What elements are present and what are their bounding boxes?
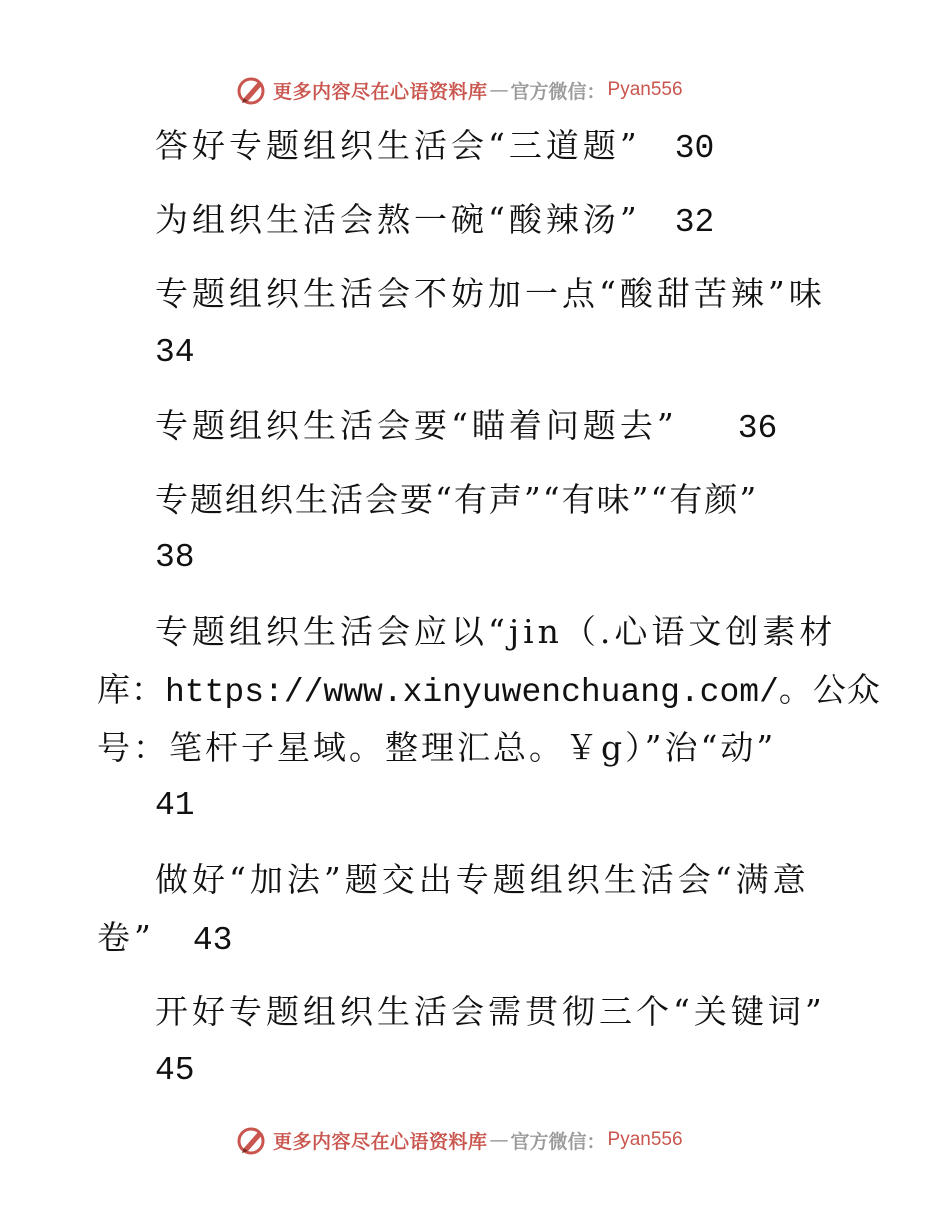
toc-page-8: 45 — [155, 1052, 195, 1089]
toc-entry-1 — [155, 126, 714, 166]
toc-title: 专题组织生活会要“有声”“有味”“有颜” — [155, 480, 759, 519]
toc-page-3: 34 — [155, 334, 195, 371]
toc-page: 32 — [674, 204, 715, 241]
toc-entry-4 — [155, 406, 777, 446]
footer-watermark — [235, 1122, 715, 1158]
toc-title: 做好“加法”题交出专题组织生活会“满意 — [155, 860, 810, 899]
watermark-text: 更多内容尽在心语资料库 — [273, 1130, 488, 1153]
pen-logo-icon — [235, 74, 267, 106]
watermark-separator: — — [489, 79, 509, 101]
watermark-separator: — — [489, 1129, 509, 1151]
watermark-label: 官方微信： — [510, 80, 606, 103]
watermark-wechat-id: Pyan556 — [607, 79, 683, 100]
toc-entry-7-line2 — [97, 918, 232, 958]
website-url: https://www.xinyuwenchuang.com/ — [165, 674, 779, 711]
toc-page-5: 38 — [155, 539, 195, 576]
toc-entry-6-line1 — [155, 612, 836, 652]
toc-entry-2 — [155, 200, 714, 240]
toc-title: 专题组织生活会应以“jin（.心语文创素材 — [155, 612, 837, 651]
toc-title: 卷” — [97, 918, 155, 957]
toc-page: 43 — [192, 922, 233, 959]
toc-entry-6-line3 — [97, 728, 776, 768]
toc-entry-8 — [155, 992, 826, 1032]
toc-entry-6-line2 — [97, 670, 881, 710]
toc-title: 为组织生活会熬一碗“酸辣汤” — [155, 200, 641, 239]
toc-title: 开好专题组织生活会需贯彻三个“关键词” — [155, 992, 826, 1031]
toc-page: 30 — [674, 130, 715, 167]
header-watermark — [235, 72, 715, 108]
toc-title: 专题组织生活会不妨加一点“酸甜苦辣”味 — [155, 274, 826, 313]
toc-entry-5 — [155, 480, 758, 520]
toc-title: 库： — [97, 670, 165, 709]
watermark-wechat-id: Pyan556 — [607, 1129, 683, 1150]
toc-entry-3 — [155, 274, 826, 314]
toc-page: 36 — [737, 410, 778, 447]
watermark-text: 更多内容尽在心语资料库 — [273, 80, 488, 103]
toc-page-6: 41 — [155, 787, 195, 824]
toc-title: 答好专题组织生活会“三道题” — [155, 126, 641, 165]
pen-logo-icon — [235, 1124, 267, 1156]
watermark-label: 官方微信： — [510, 1130, 606, 1153]
toc-title: 专题组织生活会要“瞄着问题去” — [155, 406, 678, 445]
toc-title: 号：笔杆子星域。整理汇总。￥g）”治“动” — [97, 728, 777, 767]
toc-entry-7-line1 — [155, 860, 810, 900]
toc-title: 。公众 — [778, 670, 881, 709]
